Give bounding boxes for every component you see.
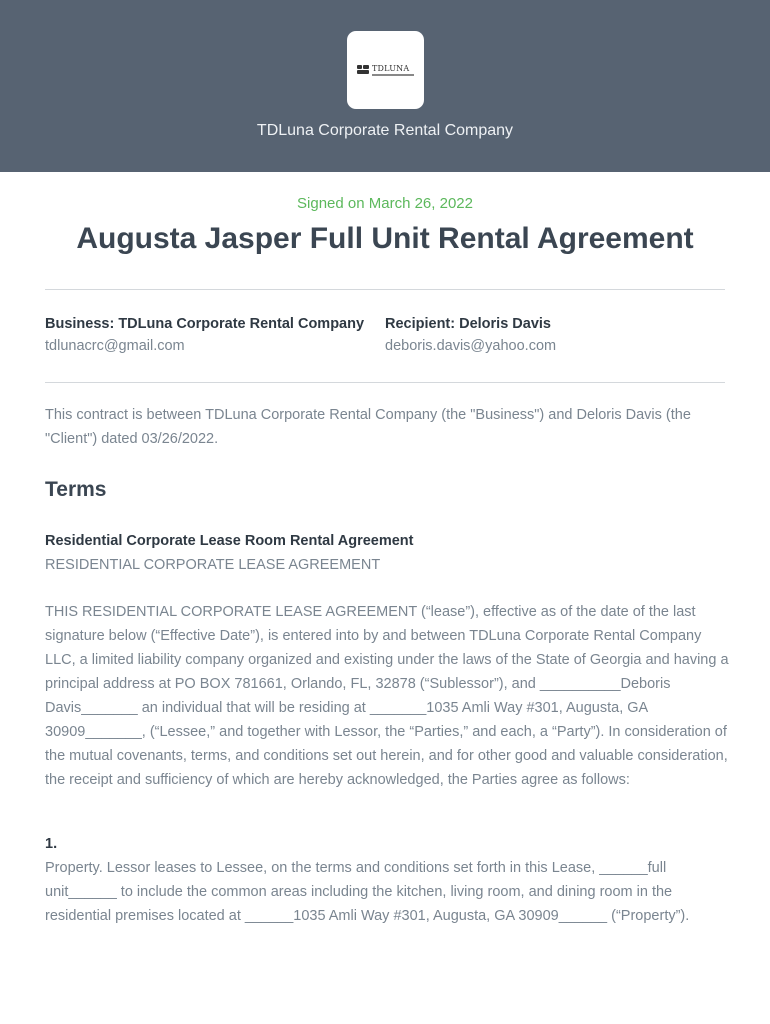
logo-divider (372, 74, 414, 76)
business-email: tdlunacrc@gmail.com (45, 338, 185, 354)
business-label: Business: TDLuna Corporate Rental Company (45, 316, 365, 332)
divider-bottom (45, 382, 725, 383)
terms-subheading-caps: RESIDENTIAL CORPORATE LEASE AGREEMENT (45, 557, 381, 573)
company-logo (347, 31, 424, 109)
recipient-email: deboris.davis@yahoo.com (385, 338, 557, 354)
divider-top (45, 289, 725, 290)
intro-paragraph: This contract is between TDLuna Corporate Rental Company (the "Business") and Deloris Davis (the "Client") dated 03/26/2022. (45, 407, 691, 447)
recipient-label: Recipient: Deloris Davis (385, 316, 551, 332)
recipient-party (385, 316, 556, 354)
terms-heading: Terms (45, 478, 107, 501)
terms-subheading: Residential Corporate Lease Room Rental Agreement (45, 533, 414, 549)
company-title: TDLuna Corporate Rental Company (256, 122, 514, 139)
section-text: Property. Lessor leases to Lessee, on the terms and conditions set forth in this Lease, ______full unit______ to include the common areas including the kitchen, living room, and dining room in the residential premises located at ______1035 Amli Way #301, Augusta, GA 30909______ (“Property”). (45, 860, 690, 924)
logo-wordmark: TDLUNA (372, 64, 410, 73)
terms-subsection (45, 529, 730, 577)
terms-paragraph: THIS RESIDENTIAL CORPORATE LEASE AGREEMENT (“lease”), effective as of the date of the last signature below (“Effective Date”), is entered into by and between TDLuna Corporate Rental Company LLC, a limited liability company organized and existing under the laws of the State of Georgia and having a principal address at PO BOX 781661, Orlando, FL, 32878 (“Sublessor”), and __________Deboris Davis_______ an individual that will be residing at _______1035 Amli Way #301, Augusta, GA 30909_______, (“Lessee,” and together with Lessor, the “Parties,” and each, a “Party”). In consideration of the mutual covenants, terms, and conditions set out herein, and for other good and valuable consideration, the receipt and sufficiency of which are hereby acknowledged, the Parties agree as follows: (45, 604, 729, 788)
header-banner (0, 0, 770, 172)
logo-mark-icon (357, 65, 369, 75)
signed-date: Signed on March 26, 2022 (297, 195, 473, 212)
section-number: 1. (45, 836, 58, 852)
section-1 (45, 832, 730, 928)
page-title: Augusta Jasper Full Unit Rental Agreement (76, 222, 694, 255)
business-party (45, 316, 364, 354)
